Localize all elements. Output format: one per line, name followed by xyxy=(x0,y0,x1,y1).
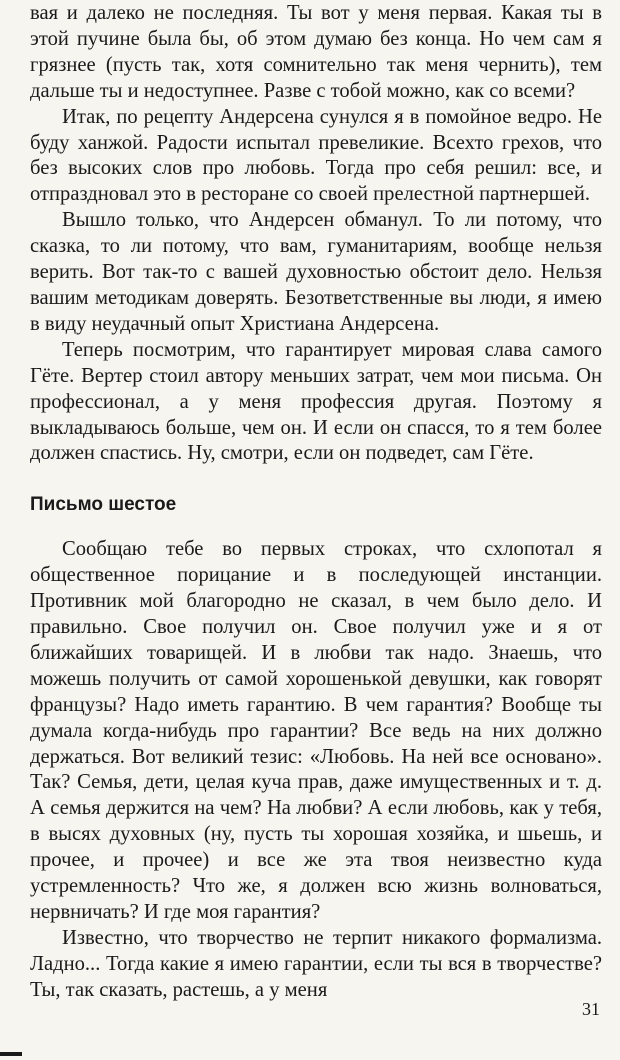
edge-mark xyxy=(0,1052,22,1056)
section-heading: Письмо шестое xyxy=(30,494,177,516)
paragraph: Известно, что творчество не терпит никакого формализма. Ладно... Тогда какие я имею гарантии, если ты вся в творчестве? Ты, так сказать, растешь, а у меня xyxy=(30,926,602,1001)
page-number: 31 xyxy=(582,999,600,1019)
body-text xyxy=(30,0,602,1004)
paragraph: Вышло только, что Андерсен обманул. То ли потому, что сказка, то ли потому, что вам, гуманитариям, вообще нельзя верить. Вот так-то с вашей духовностью обстоит дело. Нельзя вашим методикам доверять. Безответственные вы люди, я имею в виду неудачный опыт Христиана Андерсена. xyxy=(30,209,602,335)
paragraph: вая и далеко не последняя. Ты вот у меня первая. Какая ты в этой пучине была бы, об этом думаю без конца. Но чем сам я грязнее (пусть так, хотя сомнительно так меня чернить), тем дальше ты и недоступнее. Разве с тобой можно, как со всеми? xyxy=(30,2,602,102)
paragraph: Теперь посмотрим, что гарантирует мировая слава самого Гёте. Вертер стоил автору меньших затрат, чем мои письма. Он профессионал, а у меня профессия другая. Поэтому я выкладываюсь больше, чем он. И если он спасся, то я тем более должен спастись. Ну, смотри, если он подведет, сам Гёте. xyxy=(30,338,602,465)
paragraph: Сообщаю тебе во первых строках, что схлопотал я общественное порицание и в последующей инстанции. Противник мой благородно не сказал, в чем было дело. И правильно. Свое получил он. Свое получил уже и я от ближайших товарищей. И в любви так надо. Знаешь, что можешь получить от самой хорошенькой девушки, как говорят французы? Надо иметь гарантию. В чем гарантия? Вообще ты думала когда-нибудь про гарантии? Все ведь на них должно держаться. Вот великий тезис: «Любовь. На ней все основано». Так? Семья, дети, целая куча прав, даже имущественных и т. д. А семья держится на чем? На любви? А если любовь, как у тебя, в высях духовных (ну, пусть ты хорошая хозяйка, и шьешь, и прочее, и прочее) и все же эта твоя неизвестно куда устремленность? Что же, я должен всю жизнь волноваться, нервничать? И где моя гарантия? xyxy=(30,538,602,923)
paragraph: Итак, по рецепту Андерсена сунулся я в помойное ведро. Не буду ханжой. Радости испытал превеликие. Всехто грехов, что без высоких слов про любовь. Тогда про себя решил: все, и отпраздновал это в ресторане со своей прелестной партнершей. xyxy=(30,105,602,206)
